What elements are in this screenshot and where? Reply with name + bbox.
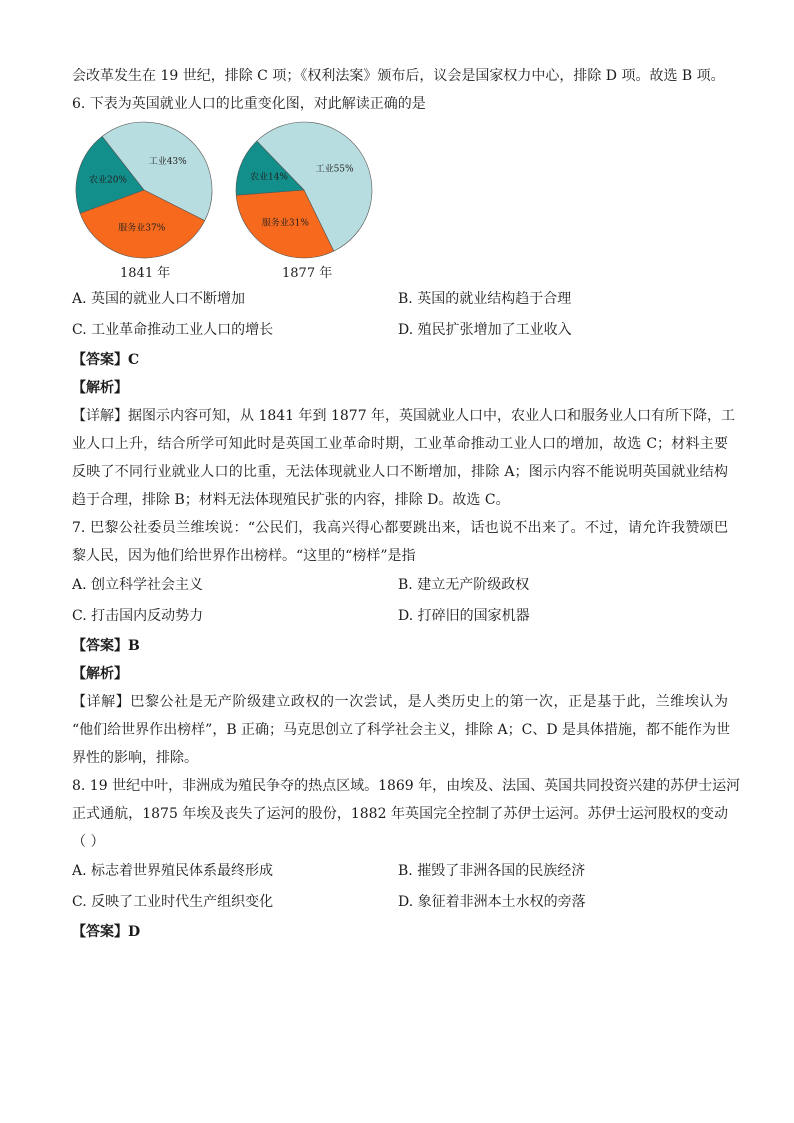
q6-options-row-1 (72, 284, 728, 315)
document-page (72, 62, 741, 946)
pie-1-label-0: 工业55% (315, 164, 354, 175)
pie-0-label-0: 工业43% (148, 157, 187, 168)
q8-options-row-1 (72, 856, 728, 887)
pie-chart-1877 (232, 120, 377, 260)
q6-detail-line-3: 反映了不同行业就业人口的比重，无法体现就业人口不断增加，排除 A；图示内容不能说明英国就业结构 (72, 464, 728, 480)
pie-chart-1841 (72, 120, 217, 260)
q7-stem-line-1: 7. 巴黎公社委员兰维埃说：“公民们，我高兴得心都要跳出来，话也说不出来了。不过，请允许我赞颂巴 (72, 520, 728, 536)
q8-option-c[interactable]: C. 反映了工业时代生产组织变化 (72, 894, 274, 910)
q6-pie-charts (72, 120, 728, 284)
q6-option-b[interactable]: B. 英国的就业结构趋于合理 (398, 291, 572, 307)
q7-stem-line-2: 黎人民，因为他们给世界作出榜样。“这里的“榜样”是指 (72, 548, 416, 564)
pie-1877-svg (232, 120, 377, 260)
q6-option-a[interactable]: A. 英国的就业人口不断增加 (72, 291, 246, 307)
pie-0-label-2: 农业20% (88, 175, 128, 186)
q8-option-a[interactable]: A. 标志着世界殖民体系最终形成 (72, 863, 274, 879)
q7-options-row-1 (72, 570, 728, 601)
pie-1877-title: 1877 年 (282, 266, 333, 281)
pie-1-label-2: 农业14% (249, 172, 289, 183)
q6-detail-line-1: 【详解】据图示内容可知，从 1841 年到 1877 年，英国就业人口中，农业人口和服务业人口有所下降，工 (72, 408, 736, 424)
q7-answer: 【答案】B (72, 638, 140, 654)
pie-1841-title: 1841 年 (120, 266, 171, 281)
q7-option-a[interactable]: A. 创立科学社会主义 (72, 577, 204, 593)
q6-options-row-2 (72, 315, 728, 346)
q6-option-d[interactable]: D. 殖民扩张增加了工业收入 (398, 322, 572, 338)
q8-stem-line-2: 正式通航，1875 年埃及丧失了运河的股份，1882 年英国完全控制了苏伊士运河。苏伊士运河股权的变动 (72, 806, 728, 822)
q8-options-row-2 (72, 887, 728, 918)
q7-detail-line-1: 【详解】巴黎公社是无产阶级建立政权的一次尝试，是人类历史上的第一次，正是基于此，兰维埃认为 (72, 694, 728, 710)
q6-detail-line-4: 趋于合理，排除 B；材料无法体现殖民扩张的内容，排除 D。故选 C。 (72, 492, 510, 508)
q7-options-row-2 (72, 601, 728, 632)
q7-detail-line-3: 界性的影响，排除。 (72, 750, 198, 766)
q8-option-d[interactable]: D. 象征着非洲本土水权的旁落 (398, 894, 586, 910)
q8-stem-line-3: （ ） (72, 834, 105, 850)
intro-line: 会改革发生在 19 世纪，排除 C 项；《权利法案》颁布后，议会是国家权力中心，排除 D 项。故选 B 项。 (72, 68, 725, 84)
q7-option-c[interactable]: C. 打击国内反动势力 (72, 608, 204, 624)
q6-option-c[interactable]: C. 工业革命推动工业人口的增长 (72, 322, 274, 338)
q8-answer: 【答案】D (72, 924, 141, 940)
pie-1841-svg (72, 120, 217, 260)
q6-answer: 【答案】C (72, 352, 140, 368)
q6-detail-line-2: 业人口上升，结合所学可知此时是英国工业革命时期，工业革命推动工业人口的增加，故选 C；材料主要 (72, 436, 728, 452)
q7-detail-line-2: “他们给世界作出榜样”，B 正确；马克思创立了科学社会主义，排除 A；C、D 是具体措施，都不能作为世 (72, 722, 730, 738)
q7-analysis-heading: 【解析】 (72, 666, 128, 682)
pie-1-label-1: 服务业31% (261, 218, 309, 229)
q7-option-b[interactable]: B. 建立无产阶级政权 (398, 577, 530, 593)
q8-option-b[interactable]: B. 摧毁了非洲各国的民族经济 (398, 863, 586, 879)
q6-analysis-heading: 【解析】 (72, 380, 128, 396)
q7-option-d[interactable]: D. 打碎旧的国家机器 (398, 608, 530, 624)
q6-stem: 6. 下表为英国就业人口的比重变化图，对此解读正确的是 (72, 96, 426, 112)
q8-stem-line-1: 8. 19 世纪中叶，非洲成为殖民争夺的热点区域。1869 年，由埃及、法国、英国共同投资兴建的苏伊士运河 (72, 778, 741, 794)
pie-0-label-1: 服务业37% (118, 223, 166, 234)
